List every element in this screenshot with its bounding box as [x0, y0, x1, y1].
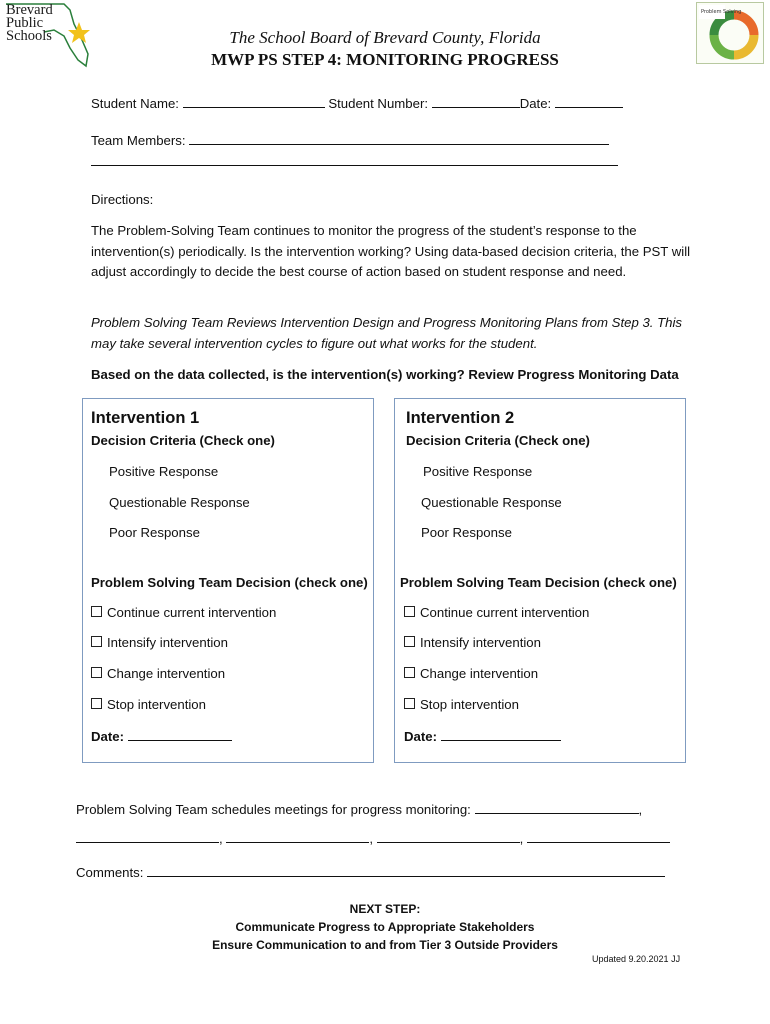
- checkbox-icon[interactable]: [91, 698, 102, 709]
- intervention-title: Intervention 1: [91, 409, 200, 427]
- checkbox-change[interactable]: [91, 666, 225, 681]
- comments-row: [76, 863, 665, 884]
- date-field[interactable]: [555, 94, 623, 108]
- option-questionable-response[interactable]: Questionable Response: [109, 495, 250, 510]
- next-step-heading: NEXT STEP:: [349, 902, 421, 916]
- meeting-date-field-4[interactable]: [377, 829, 520, 843]
- meeting-date-field-3[interactable]: [226, 829, 369, 843]
- meeting-date-field-5[interactable]: [527, 829, 670, 843]
- logo-word-1: Brevard: [6, 2, 53, 18]
- comments-label: Comments:: [76, 865, 144, 880]
- updated-note: Updated 9.20.2021 JJ: [592, 954, 681, 964]
- checkbox-label: Stop intervention: [420, 697, 519, 712]
- checkbox-icon[interactable]: [404, 667, 415, 678]
- intervention-date-label: Date:: [91, 729, 124, 744]
- schedule-row-2: , , ,: [76, 829, 670, 850]
- directions-paragraph: The Problem-Solving Team continues to monitor the progress of the student’s response to the intervention(s) periodically. Is the intervention working? Using data-based decision criteria, the PST will adjust accordingly to decide the best course of action based on student response and need.: [91, 223, 691, 279]
- checkbox-icon[interactable]: [404, 698, 415, 709]
- option-poor-response[interactable]: Poor Response: [109, 525, 200, 540]
- checkbox-icon[interactable]: [404, 636, 415, 647]
- intervention-date-row: [404, 727, 561, 744]
- logo-word-2: Public: [6, 15, 44, 31]
- checkbox-icon[interactable]: [91, 636, 102, 647]
- team-members-row: [91, 131, 609, 152]
- meeting-date-field-1[interactable]: [475, 800, 639, 814]
- logo-word-3: Schools: [6, 28, 52, 44]
- option-positive-response[interactable]: Positive Response: [423, 464, 533, 479]
- next-step-line-2: Ensure Communication to and from Tier 3 Outside Providers: [212, 938, 558, 952]
- intervention-1-box: [82, 398, 374, 763]
- problem-solving-cycle-logo: [696, 2, 764, 64]
- board-title: The School Board of Brevard County, Florida: [229, 28, 541, 47]
- comments-field[interactable]: [147, 863, 665, 877]
- date-label: Date:: [519, 96, 552, 111]
- checkbox-change[interactable]: [404, 666, 538, 681]
- schedule-row: Problem Solving Team schedules meetings for progress monitoring: ,: [76, 802, 643, 817]
- schedule-label: Problem Solving Team schedules meetings for progress monitoring:: [76, 802, 471, 817]
- intervention-date-field[interactable]: [128, 727, 232, 741]
- student-number-field[interactable]: [432, 94, 520, 108]
- team-members-field-line2[interactable]: [91, 165, 618, 166]
- checkbox-icon[interactable]: [404, 606, 415, 617]
- intervention-date-row: [91, 727, 232, 744]
- team-decision-label: Problem Solving Team Decision (check one): [91, 575, 368, 590]
- student-name-label: Student Name:: [91, 96, 179, 111]
- intervention-date-field[interactable]: [441, 727, 561, 741]
- student-name-field[interactable]: [183, 94, 325, 108]
- decision-criteria-label: Decision Criteria (Check one): [406, 433, 590, 448]
- intervention-title: Intervention 2: [406, 409, 515, 427]
- team-decision-label: Problem Solving Team Decision (check one): [400, 575, 677, 590]
- meeting-date-field-2[interactable]: [76, 829, 219, 843]
- checkbox-stop[interactable]: [404, 697, 519, 712]
- team-members-label: Team Members:: [91, 133, 186, 148]
- checkbox-intensify[interactable]: [404, 635, 541, 650]
- option-questionable-response[interactable]: Questionable Response: [421, 495, 562, 510]
- logo-right-label: Problem Solving: [701, 9, 742, 15]
- team-members-field[interactable]: [189, 131, 609, 145]
- page-title: MWP PS STEP 4: MONITORING PROGRESS: [211, 50, 559, 69]
- next-step-line-1: Communicate Progress to Appropriate Stakeholders: [235, 920, 535, 934]
- checkbox-continue[interactable]: [91, 605, 276, 620]
- directions-label: Directions:: [91, 192, 154, 207]
- checkbox-continue[interactable]: [404, 605, 589, 620]
- checkbox-stop[interactable]: [91, 697, 206, 712]
- checkbox-label: Change intervention: [107, 666, 226, 681]
- checkbox-icon[interactable]: [91, 667, 102, 678]
- student-info-row: [91, 94, 623, 115]
- review-question: Based on the data collected, is the intervention(s) working? Review Progress Monitoring Data: [91, 367, 679, 382]
- checkbox-intensify[interactable]: [91, 635, 228, 650]
- option-positive-response[interactable]: Positive Response: [109, 464, 219, 479]
- student-number-label: Student Number:: [328, 96, 429, 111]
- checkbox-label: Continue current intervention: [107, 605, 277, 620]
- decision-criteria-label: Decision Criteria (Check one): [91, 433, 275, 448]
- option-poor-response[interactable]: Poor Response: [421, 525, 512, 540]
- checkbox-label: Stop intervention: [107, 697, 206, 712]
- checkbox-icon[interactable]: [91, 606, 102, 617]
- checkbox-label: Continue current intervention: [420, 605, 590, 620]
- intervention-date-label: Date:: [404, 729, 437, 744]
- checkbox-label: Intensify intervention: [107, 635, 228, 650]
- directions-italic-note: Problem Solving Team Reviews Intervention Design and Progress Monitoring Plans from Step 3. This may take several intervention cycles to figure out what works for the student.: [91, 315, 683, 351]
- checkbox-label: Change intervention: [420, 666, 539, 681]
- cycle-icon: [697, 3, 763, 63]
- checkbox-label: Intensify intervention: [420, 635, 541, 650]
- intervention-2-box: [394, 398, 686, 763]
